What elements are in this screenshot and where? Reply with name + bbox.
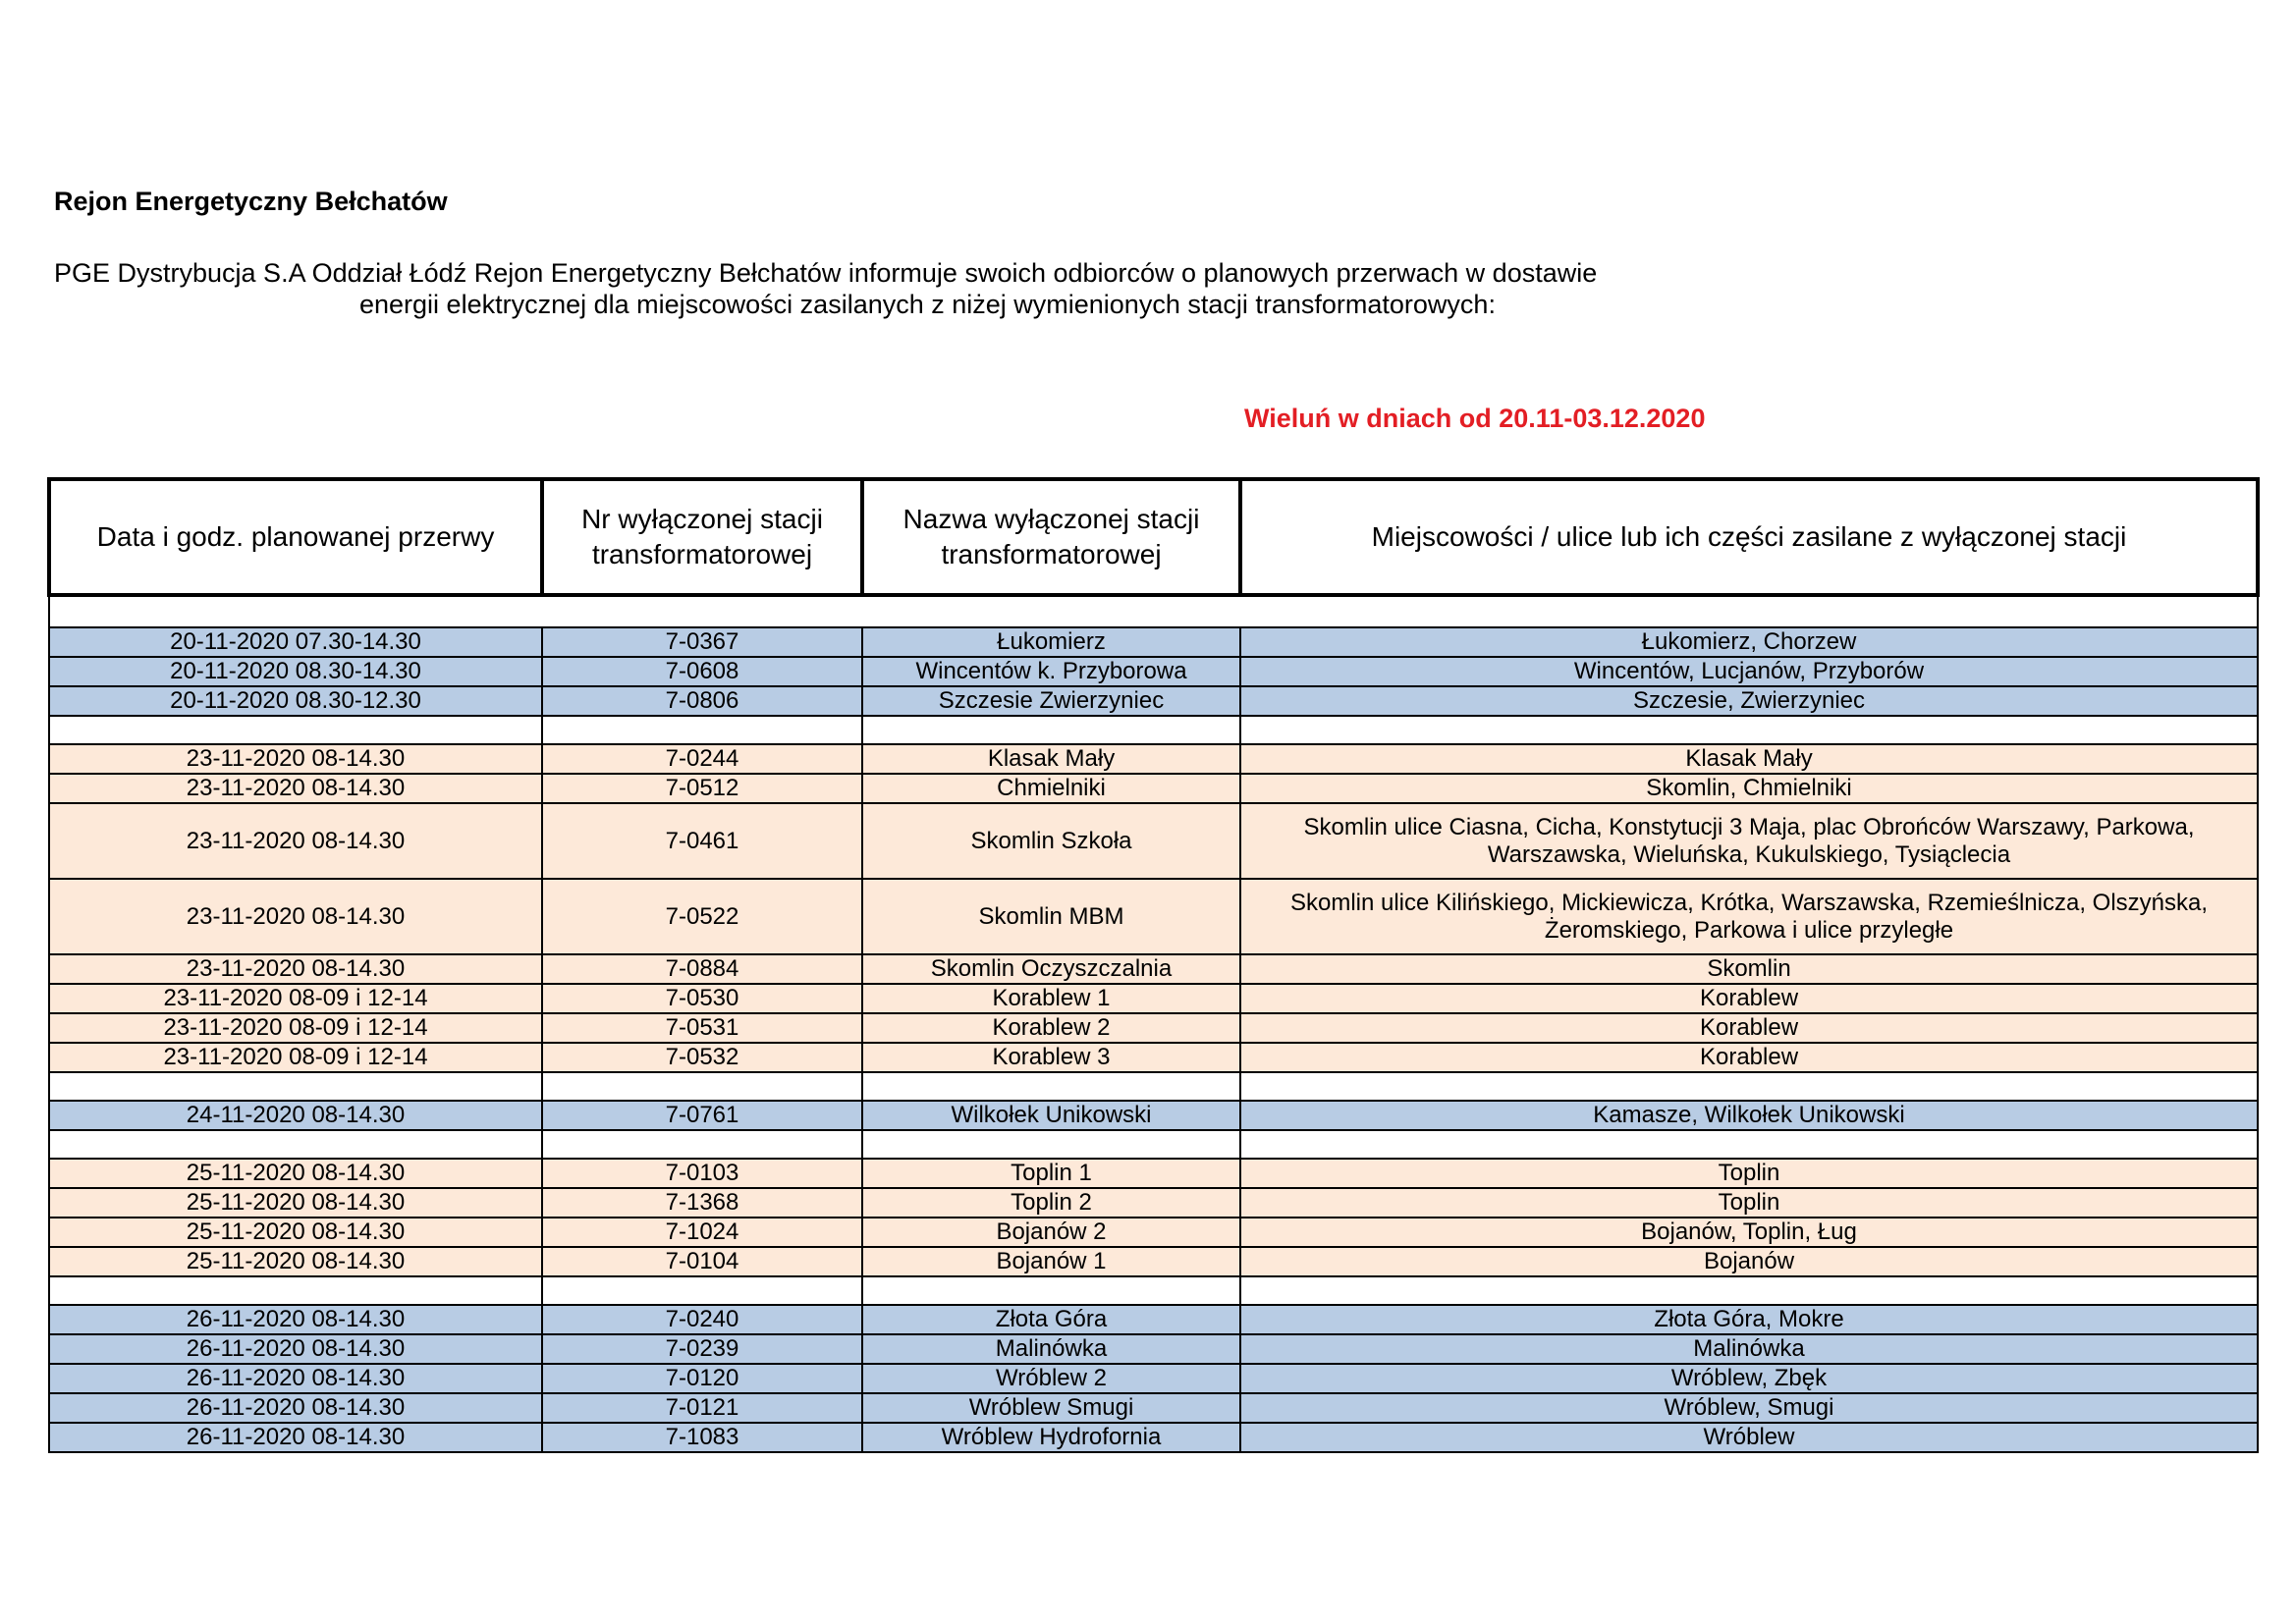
- cell-station-number: 7-0608: [542, 657, 862, 686]
- cell-station-name: Wincentów k. Przyborowa: [862, 657, 1240, 686]
- cell-date: 23-11-2020 08-14.30: [49, 879, 542, 954]
- table-row: [49, 1334, 2258, 1364]
- cell-date: 23-11-2020 08-09 i 12-14: [49, 1043, 542, 1072]
- table-row: [49, 1159, 2258, 1188]
- cell-station-name: Skomlin Szkoła: [862, 803, 1240, 879]
- cell-station-number: 7-0120: [542, 1364, 862, 1393]
- cell-station-number: 7-0244: [542, 744, 862, 774]
- cell-date: 26-11-2020 08-14.30: [49, 1364, 542, 1393]
- table-row: [49, 1101, 2258, 1130]
- column-header-areas: Miejscowości / ulice lub ich części zasilane z wyłączonej stacji: [1240, 479, 2258, 595]
- cell-areas: Kamasze, Wilkołek Unikowski: [1240, 1101, 2258, 1130]
- table-row: [49, 879, 2258, 954]
- cell-station-number: 7-0103: [542, 1159, 862, 1188]
- cell-station-name: Korablew 1: [862, 984, 1240, 1013]
- cell-date: 26-11-2020 08-14.30: [49, 1393, 542, 1423]
- cell-date: 26-11-2020 08-14.30: [49, 1423, 542, 1452]
- table-row: [49, 657, 2258, 686]
- cell-station-name: Złota Góra: [862, 1305, 1240, 1334]
- spacer-row: [49, 1276, 2258, 1305]
- table-row: [49, 1247, 2258, 1276]
- cell-station-number: 7-0531: [542, 1013, 862, 1043]
- cell-areas: Szczesie, Zwierzyniec: [1240, 686, 2258, 716]
- cell-areas: Korablew: [1240, 1013, 2258, 1043]
- table-row: [49, 954, 2258, 984]
- cell-areas: Wróblew: [1240, 1423, 2258, 1452]
- cell-areas: Malinówka: [1240, 1334, 2258, 1364]
- cell-areas: Łukomierz, Chorzew: [1240, 627, 2258, 657]
- table-row: [49, 1305, 2258, 1334]
- cell-areas: Klasak Mały: [1240, 744, 2258, 774]
- cell-areas: Skomlin: [1240, 954, 2258, 984]
- table-row: [49, 1013, 2258, 1043]
- spacer-row: [49, 716, 2258, 744]
- cell-date: 20-11-2020 08.30-12.30: [49, 686, 542, 716]
- date-range-subtitle: Wieluń w dniach od 20.11-03.12.2020: [1244, 404, 1706, 433]
- cell-station-number: 7-0461: [542, 803, 862, 879]
- cell-station-number: 7-0761: [542, 1101, 862, 1130]
- table-row: [49, 1043, 2258, 1072]
- cell-date: 25-11-2020 08-14.30: [49, 1159, 542, 1188]
- table-row: [49, 627, 2258, 657]
- cell-date: 25-11-2020 08-14.30: [49, 1247, 542, 1276]
- cell-areas: Korablew: [1240, 984, 2258, 1013]
- cell-station-number: 7-0530: [542, 984, 862, 1013]
- cell-areas: Wróblew, Zbęk: [1240, 1364, 2258, 1393]
- cell-station-number: 7-0239: [542, 1334, 862, 1364]
- table-row: [49, 744, 2258, 774]
- cell-station-name: Malinówka: [862, 1334, 1240, 1364]
- cell-station-number: 7-0121: [542, 1393, 862, 1423]
- table-row: [49, 1423, 2258, 1452]
- cell-station-name: Wróblew 2: [862, 1364, 1240, 1393]
- cell-station-name: Szczesie Zwierzyniec: [862, 686, 1240, 716]
- cell-areas: Skomlin ulice Kilińskiego, Mickiewicza, Krótka, Warszawska, Rzemieślnicza, Olszyńska, Żeromskiego, Parkowa i ulice przyległe: [1240, 879, 2258, 954]
- cell-station-name: Korablew 2: [862, 1013, 1240, 1043]
- cell-station-name: Wróblew Hydrofornia: [862, 1423, 1240, 1452]
- cell-station-number: 7-0367: [542, 627, 862, 657]
- cell-station-name: Toplin 2: [862, 1188, 1240, 1218]
- cell-station-name: Korablew 3: [862, 1043, 1240, 1072]
- table-row: [49, 803, 2258, 879]
- cell-date: 20-11-2020 07.30-14.30: [49, 627, 542, 657]
- cell-station-name: Wilkołek Unikowski: [862, 1101, 1240, 1130]
- spacer-row: [49, 1130, 2258, 1159]
- cell-date: 20-11-2020 08.30-14.30: [49, 657, 542, 686]
- cell-date: 23-11-2020 08-14.30: [49, 744, 542, 774]
- cell-date: 25-11-2020 08-14.30: [49, 1188, 542, 1218]
- intro-text: [54, 257, 1822, 320]
- table-row: [49, 1364, 2258, 1393]
- cell-areas: Bojanów: [1240, 1247, 2258, 1276]
- cell-date: 23-11-2020 08-09 i 12-14: [49, 1013, 542, 1043]
- cell-station-number: 7-1083: [542, 1423, 862, 1452]
- intro-line-1: PGE Dystrybucja S.A Oddział Łódź Rejon Energetyczny Bełchatów informuje swoich odbiorców o planowych przerwach w dostawie: [54, 258, 1598, 288]
- cell-station-name: Skomlin Oczyszczalnia: [862, 954, 1240, 984]
- table-row: [49, 1393, 2258, 1423]
- cell-date: 23-11-2020 08-14.30: [49, 803, 542, 879]
- cell-station-number: 7-0522: [542, 879, 862, 954]
- intro-line-2: energii elektrycznej dla miejscowości zasilanych z niżej wymienionych stacji transformatorowych:: [359, 290, 1496, 319]
- cell-station-name: Chmielniki: [862, 774, 1240, 803]
- cell-areas: Toplin: [1240, 1188, 2258, 1218]
- cell-station-name: Bojanów 2: [862, 1218, 1240, 1247]
- column-header-date: Data i godz. planowanej przerwy: [49, 479, 542, 595]
- region-title: Rejon Energetyczny Bełchatów: [54, 187, 448, 216]
- outage-table: [47, 477, 2260, 1453]
- cell-areas: Skomlin ulice Ciasna, Cicha, Konstytucji 3 Maja, plac Obrońców Warszawy, Parkowa, Warszawska, Wieluńska, Kukulskiego, Tysiąclecia: [1240, 803, 2258, 879]
- cell-station-name: Klasak Mały: [862, 744, 1240, 774]
- spacer-row: [49, 595, 2258, 627]
- cell-areas: Wróblew, Smugi: [1240, 1393, 2258, 1423]
- column-header-station-number: Nr wyłączonej stacji transformatorowej: [542, 479, 862, 595]
- column-header-station-name: Nazwa wyłączonej stacji transformatorowej: [862, 479, 1240, 595]
- cell-areas: Wincentów, Lucjanów, Przyborów: [1240, 657, 2258, 686]
- cell-areas: Złota Góra, Mokre: [1240, 1305, 2258, 1334]
- table-header-row: [49, 479, 2258, 595]
- cell-station-number: 7-0806: [542, 686, 862, 716]
- cell-areas: Korablew: [1240, 1043, 2258, 1072]
- cell-date: 24-11-2020 08-14.30: [49, 1101, 542, 1130]
- cell-date: 23-11-2020 08-14.30: [49, 954, 542, 984]
- cell-station-name: Skomlin MBM: [862, 879, 1240, 954]
- cell-date: 25-11-2020 08-14.30: [49, 1218, 542, 1247]
- cell-station-number: 7-0240: [542, 1305, 862, 1334]
- cell-station-number: 7-0104: [542, 1247, 862, 1276]
- cell-station-number: 7-1024: [542, 1218, 862, 1247]
- cell-areas: Toplin: [1240, 1159, 2258, 1188]
- cell-station-name: Toplin 1: [862, 1159, 1240, 1188]
- cell-station-number: 7-0512: [542, 774, 862, 803]
- cell-date: 23-11-2020 08-09 i 12-14: [49, 984, 542, 1013]
- cell-areas: Bojanów, Toplin, Ług: [1240, 1218, 2258, 1247]
- cell-station-number: 7-1368: [542, 1188, 862, 1218]
- table-row: [49, 774, 2258, 803]
- cell-station-name: Wróblew Smugi: [862, 1393, 1240, 1423]
- cell-areas: Skomlin, Chmielniki: [1240, 774, 2258, 803]
- cell-date: 26-11-2020 08-14.30: [49, 1334, 542, 1364]
- table-row: [49, 1188, 2258, 1218]
- cell-station-name: Bojanów 1: [862, 1247, 1240, 1276]
- cell-station-number: 7-0884: [542, 954, 862, 984]
- table-row: [49, 1218, 2258, 1247]
- cell-date: 26-11-2020 08-14.30: [49, 1305, 542, 1334]
- cell-date: 23-11-2020 08-14.30: [49, 774, 542, 803]
- cell-station-name: Łukomierz: [862, 627, 1240, 657]
- table-row: [49, 686, 2258, 716]
- table-row: [49, 984, 2258, 1013]
- cell-station-number: 7-0532: [542, 1043, 862, 1072]
- spacer-row: [49, 1072, 2258, 1101]
